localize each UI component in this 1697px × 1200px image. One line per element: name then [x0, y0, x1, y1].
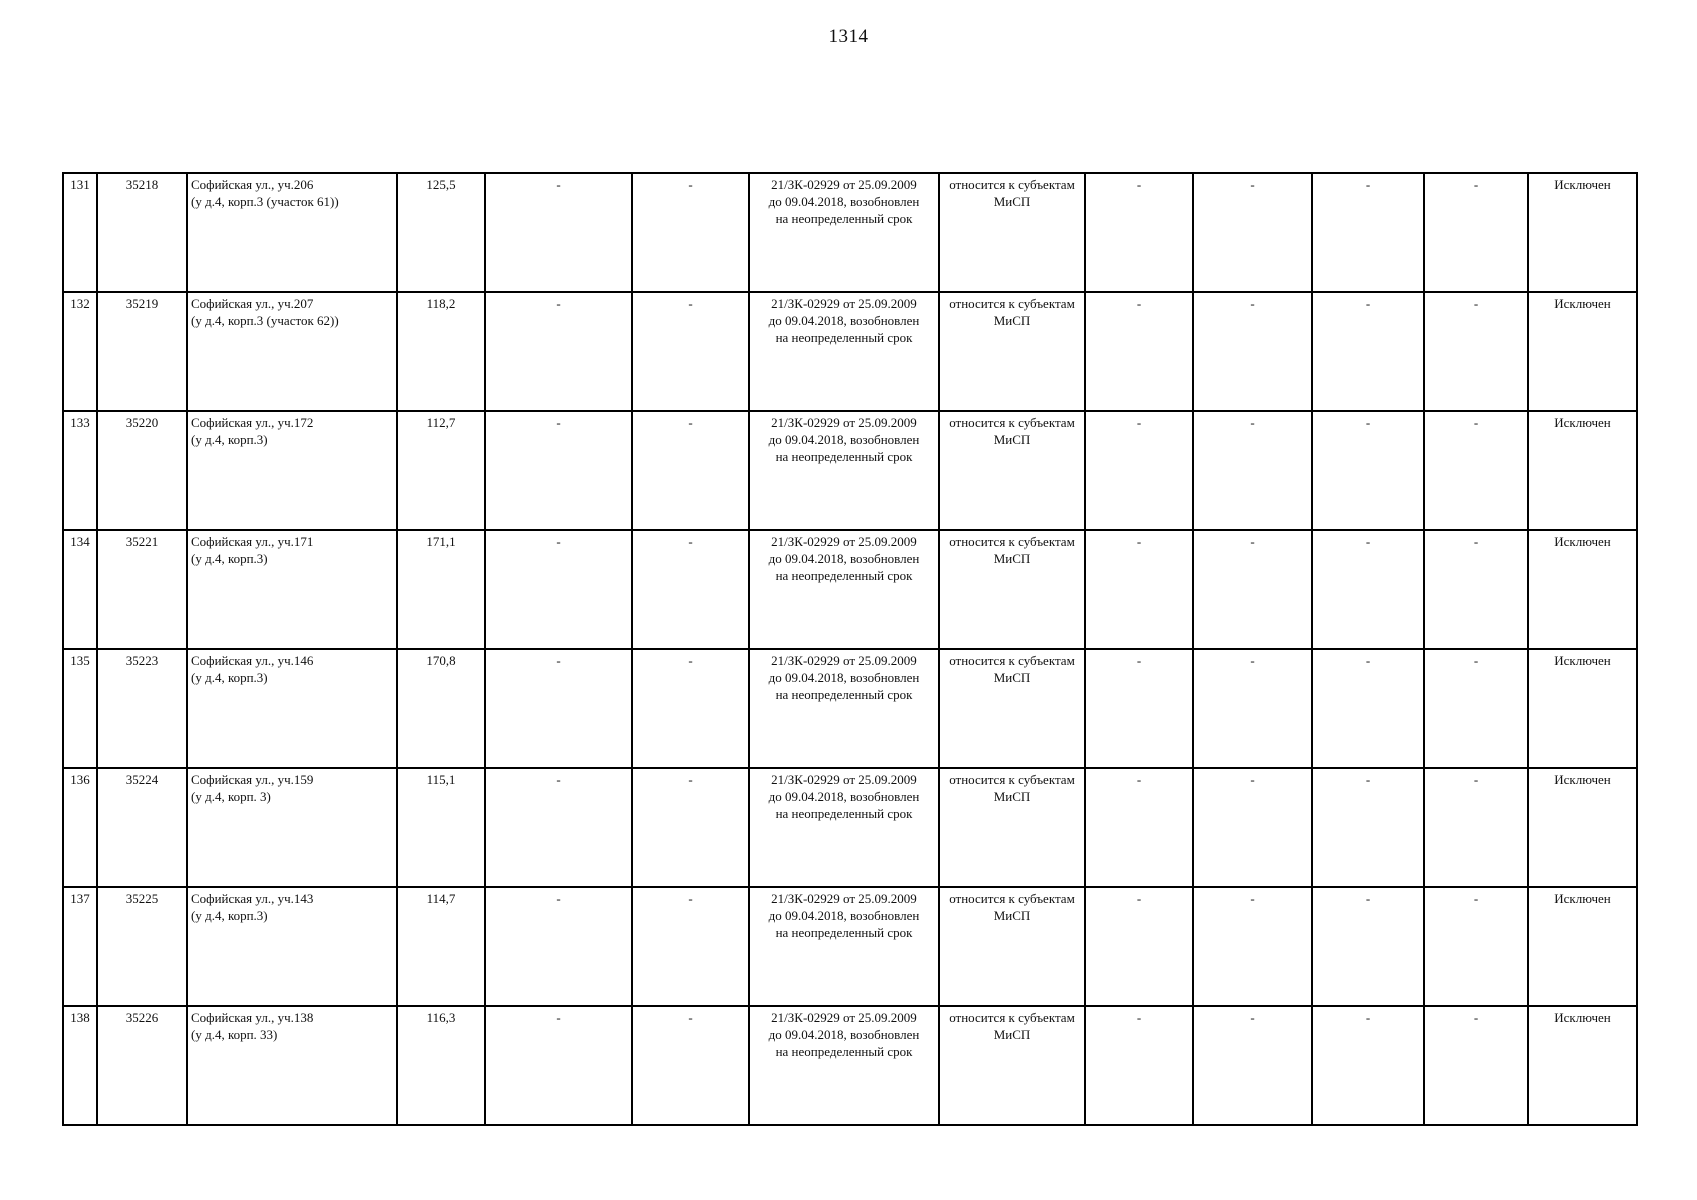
- contract-info: [749, 649, 939, 768]
- contract-info: [749, 887, 939, 1006]
- table-row: [63, 649, 1637, 768]
- status-cell: Исключен: [1528, 1006, 1637, 1125]
- table-row: [63, 173, 1637, 292]
- empty-cell-5: -: [1312, 411, 1424, 530]
- registry-table: [62, 172, 1638, 1126]
- address-line-1: Софийская ул., уч.172: [191, 415, 314, 430]
- status-cell: Исключен: [1528, 411, 1637, 530]
- object-address: [187, 292, 397, 411]
- category-line-1: относится к субъектам: [949, 653, 1075, 668]
- object-address: [187, 768, 397, 887]
- table-row: [63, 1006, 1637, 1125]
- contract-info: [749, 292, 939, 411]
- status-cell: Исключен: [1528, 768, 1637, 887]
- object-code: 35219: [97, 292, 187, 411]
- status-cell: Исключен: [1528, 649, 1637, 768]
- status-cell: Исключен: [1528, 530, 1637, 649]
- tenant-category: [939, 649, 1085, 768]
- empty-cell-6: -: [1424, 292, 1528, 411]
- tenant-category: [939, 292, 1085, 411]
- contract-line-2: до 09.04.2018, возобновлен: [768, 670, 920, 685]
- status-cell: Исключен: [1528, 292, 1637, 411]
- contract-info: [749, 1006, 939, 1125]
- empty-cell-6: -: [1424, 1006, 1528, 1125]
- contract-line-3: на неопределенный срок: [775, 211, 913, 226]
- address-line-2: (у д.4, корп.3 (участок 61)): [191, 194, 339, 209]
- row-number: 131: [63, 173, 97, 292]
- empty-cell-2: -: [632, 649, 749, 768]
- empty-cell-1: -: [485, 292, 632, 411]
- object-area: 115,1: [397, 768, 485, 887]
- tenant-category: [939, 173, 1085, 292]
- empty-cell-2: -: [632, 292, 749, 411]
- contract-line-3: на неопределенный срок: [775, 568, 913, 583]
- empty-cell-2: -: [632, 887, 749, 1006]
- object-code: 35226: [97, 1006, 187, 1125]
- address-line-2: (у д.4, корп.3 (участок 62)): [191, 313, 339, 328]
- address-line-2: (у д.4, корп.3): [191, 908, 268, 923]
- empty-cell-1: -: [485, 411, 632, 530]
- category-line-2: МиСП: [993, 908, 1031, 923]
- empty-cell-3: -: [1085, 411, 1193, 530]
- empty-cell-4: -: [1193, 292, 1312, 411]
- empty-cell-3: -: [1085, 649, 1193, 768]
- category-line-2: МиСП: [993, 670, 1031, 685]
- contract-line-1: 21/ЗК-02929 от 25.09.2009: [771, 534, 917, 549]
- row-number: 137: [63, 887, 97, 1006]
- empty-cell-3: -: [1085, 1006, 1193, 1125]
- tenant-category: [939, 1006, 1085, 1125]
- empty-cell-5: -: [1312, 1006, 1424, 1125]
- empty-cell-4: -: [1193, 768, 1312, 887]
- contract-line-1: 21/ЗК-02929 от 25.09.2009: [771, 296, 917, 311]
- category-line-2: МиСП: [993, 789, 1031, 804]
- contract-line-3: на неопределенный срок: [775, 449, 913, 464]
- empty-cell-6: -: [1424, 411, 1528, 530]
- object-area: 118,2: [397, 292, 485, 411]
- category-line-2: МиСП: [993, 1027, 1031, 1042]
- row-number: 133: [63, 411, 97, 530]
- empty-cell-5: -: [1312, 530, 1424, 649]
- row-number: 138: [63, 1006, 97, 1125]
- category-line-2: МиСП: [993, 194, 1031, 209]
- empty-cell-4: -: [1193, 173, 1312, 292]
- object-code: 35224: [97, 768, 187, 887]
- contract-line-3: на неопределенный срок: [775, 806, 913, 821]
- status-cell: Исключен: [1528, 887, 1637, 1006]
- empty-cell-3: -: [1085, 292, 1193, 411]
- category-line-1: относится к субъектам: [949, 177, 1075, 192]
- object-area: 112,7: [397, 411, 485, 530]
- empty-cell-5: -: [1312, 173, 1424, 292]
- empty-cell-2: -: [632, 530, 749, 649]
- contract-line-1: 21/ЗК-02929 от 25.09.2009: [771, 1010, 917, 1025]
- empty-cell-6: -: [1424, 530, 1528, 649]
- object-address: [187, 411, 397, 530]
- empty-cell-3: -: [1085, 530, 1193, 649]
- empty-cell-2: -: [632, 1006, 749, 1125]
- contract-line-2: до 09.04.2018, возобновлен: [768, 789, 920, 804]
- row-number: 136: [63, 768, 97, 887]
- contract-line-3: на неопределенный срок: [775, 1044, 913, 1059]
- contract-line-2: до 09.04.2018, возобновлен: [768, 1027, 920, 1042]
- table-row: [63, 768, 1637, 887]
- empty-cell-4: -: [1193, 411, 1312, 530]
- empty-cell-1: -: [485, 649, 632, 768]
- object-code: 35220: [97, 411, 187, 530]
- empty-cell-2: -: [632, 173, 749, 292]
- empty-cell-5: -: [1312, 292, 1424, 411]
- empty-cell-3: -: [1085, 173, 1193, 292]
- contract-line-2: до 09.04.2018, возобновлен: [768, 194, 920, 209]
- row-number: 132: [63, 292, 97, 411]
- empty-cell-4: -: [1193, 649, 1312, 768]
- contract-line-2: до 09.04.2018, возобновлен: [768, 313, 920, 328]
- object-area: 170,8: [397, 649, 485, 768]
- tenant-category: [939, 411, 1085, 530]
- category-line-1: относится к субъектам: [949, 415, 1075, 430]
- empty-cell-4: -: [1193, 887, 1312, 1006]
- empty-cell-6: -: [1424, 173, 1528, 292]
- object-address: [187, 887, 397, 1006]
- contract-line-1: 21/ЗК-02929 от 25.09.2009: [771, 177, 917, 192]
- object-area: 116,3: [397, 1006, 485, 1125]
- empty-cell-1: -: [485, 768, 632, 887]
- empty-cell-4: -: [1193, 1006, 1312, 1125]
- address-line-1: Софийская ул., уч.171: [191, 534, 314, 549]
- tenant-category: [939, 530, 1085, 649]
- object-address: [187, 1006, 397, 1125]
- empty-cell-4: -: [1193, 530, 1312, 649]
- empty-cell-6: -: [1424, 649, 1528, 768]
- table-row: [63, 530, 1637, 649]
- object-code: 35223: [97, 649, 187, 768]
- page-number: 1314: [828, 26, 869, 47]
- address-line-2: (у д.4, корп.3): [191, 551, 268, 566]
- contract-line-3: на неопределенный срок: [775, 687, 913, 702]
- contract-line-1: 21/ЗК-02929 от 25.09.2009: [771, 415, 917, 430]
- object-area: 171,1: [397, 530, 485, 649]
- empty-cell-2: -: [632, 768, 749, 887]
- category-line-1: относится к субъектам: [949, 772, 1075, 787]
- category-line-2: МиСП: [993, 551, 1031, 566]
- category-line-1: относится к субъектам: [949, 891, 1075, 906]
- tenant-category: [939, 887, 1085, 1006]
- contract-line-1: 21/ЗК-02929 от 25.09.2009: [771, 891, 917, 906]
- tenant-category: [939, 768, 1085, 887]
- empty-cell-1: -: [485, 173, 632, 292]
- category-line-1: относится к субъектам: [949, 296, 1075, 311]
- registry-body: [63, 173, 1637, 1125]
- object-code: 35221: [97, 530, 187, 649]
- table-row: [63, 887, 1637, 1006]
- empty-cell-3: -: [1085, 887, 1193, 1006]
- table-row: [63, 292, 1637, 411]
- address-line-1: Софийская ул., уч.143: [191, 891, 314, 906]
- contract-line-2: до 09.04.2018, возобновлен: [768, 551, 920, 566]
- empty-cell-1: -: [485, 530, 632, 649]
- object-address: [187, 649, 397, 768]
- empty-cell-1: -: [485, 887, 632, 1006]
- table-row: [63, 411, 1637, 530]
- address-line-2: (у д.4, корп.3): [191, 670, 268, 685]
- empty-cell-5: -: [1312, 768, 1424, 887]
- empty-cell-3: -: [1085, 768, 1193, 887]
- address-line-1: Софийская ул., уч.138: [191, 1010, 314, 1025]
- contract-info: [749, 173, 939, 292]
- contract-line-2: до 09.04.2018, возобновлен: [768, 432, 920, 447]
- object-area: 125,5: [397, 173, 485, 292]
- empty-cell-6: -: [1424, 768, 1528, 887]
- contract-info: [749, 768, 939, 887]
- contract-line-1: 21/ЗК-02929 от 25.09.2009: [771, 653, 917, 668]
- category-line-1: относится к субъектам: [949, 534, 1075, 549]
- object-code: 35225: [97, 887, 187, 1006]
- contract-line-2: до 09.04.2018, возобновлен: [768, 908, 920, 923]
- address-line-2: (у д.4, корп.3): [191, 432, 268, 447]
- object-area: 114,7: [397, 887, 485, 1006]
- row-number: 135: [63, 649, 97, 768]
- address-line-1: Софийская ул., уч.206: [191, 177, 314, 192]
- category-line-2: МиСП: [993, 313, 1031, 328]
- empty-cell-6: -: [1424, 887, 1528, 1006]
- contract-line-3: на неопределенный срок: [775, 925, 913, 940]
- status-cell: Исключен: [1528, 173, 1637, 292]
- contract-line-1: 21/ЗК-02929 от 25.09.2009: [771, 772, 917, 787]
- object-address: [187, 173, 397, 292]
- object-code: 35218: [97, 173, 187, 292]
- empty-cell-5: -: [1312, 887, 1424, 1006]
- address-line-2: (у д.4, корп. 33): [191, 1027, 278, 1042]
- empty-cell-1: -: [485, 1006, 632, 1125]
- address-line-1: Софийская ул., уч.146: [191, 653, 314, 668]
- address-line-2: (у д.4, корп. 3): [191, 789, 271, 804]
- category-line-1: относится к субъектам: [949, 1010, 1075, 1025]
- contract-line-3: на неопределенный срок: [775, 330, 913, 345]
- address-line-1: Софийская ул., уч.159: [191, 772, 314, 787]
- object-address: [187, 530, 397, 649]
- empty-cell-2: -: [632, 411, 749, 530]
- address-line-1: Софийская ул., уч.207: [191, 296, 314, 311]
- category-line-2: МиСП: [993, 432, 1031, 447]
- contract-info: [749, 530, 939, 649]
- contract-info: [749, 411, 939, 530]
- empty-cell-5: -: [1312, 649, 1424, 768]
- row-number: 134: [63, 530, 97, 649]
